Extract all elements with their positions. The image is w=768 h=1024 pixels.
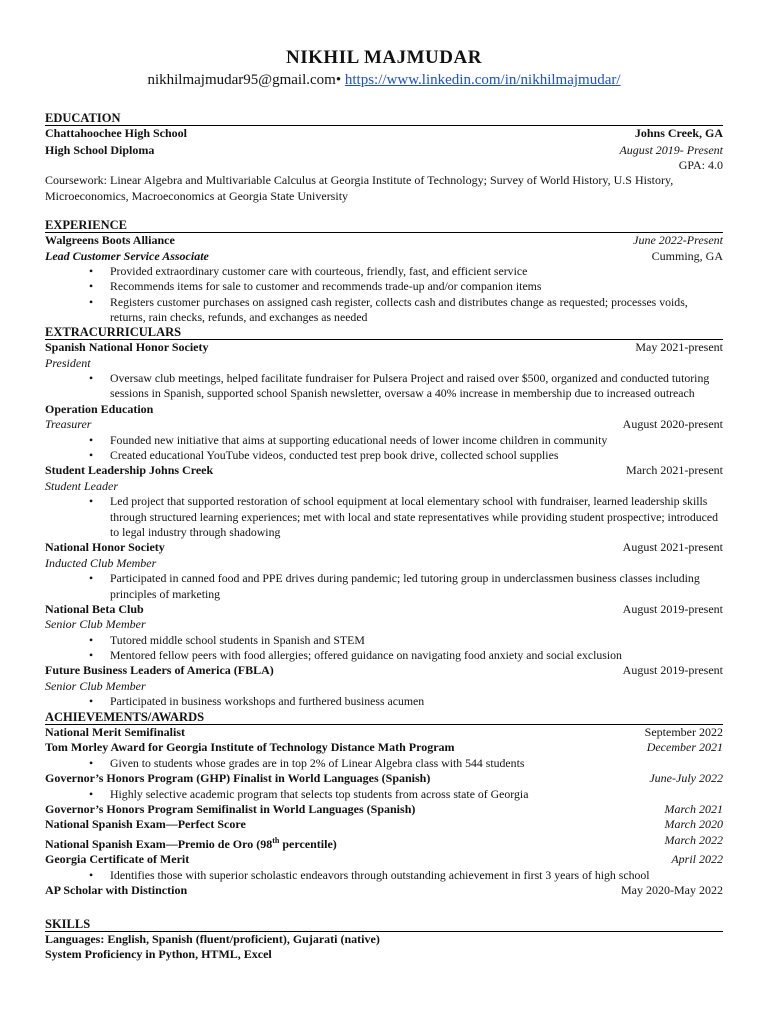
linkedin-link[interactable]: https://www.linkedin.com/in/nikhilmajmudar/ [344,72,621,88]
award-row [45,833,723,853]
award-row [45,725,723,741]
experience-role-row [45,249,723,265]
extra-org: National Honor Society [45,540,165,555]
award-date: March 2021 [664,801,723,816]
extra-bullets [45,433,723,464]
section-heading-skills: SKILLS [45,917,723,932]
gpa-text: GPA: 4.0 [678,158,723,172]
extra-role: Senior Club Member [45,617,146,632]
section-heading-extracurriculars: EXTRACURRICULARS [45,325,723,340]
extra-org-row [45,340,723,356]
extra-dates: May 2021-present [635,340,723,355]
bullet-item: • Highly selective academic program that selects top students from across state of Georgia [89,787,723,802]
award-row [45,852,723,868]
extra-bullets [45,571,723,602]
extra-bullets [45,371,723,402]
extra-dates: August 2020-present [622,417,723,432]
award-date: March 2020 [664,817,723,832]
award-row [45,817,723,833]
experience-org-row [45,233,723,249]
experience-role: Lead Customer Service Associate [45,248,209,263]
award-row [45,802,723,818]
school-location: Johns Creek, GA [634,126,723,140]
contact-separator: • [335,72,342,88]
bullet-item: • Recommends items for sale to customer and recommends trade-up and/or companion items [89,279,723,294]
award-row [45,883,723,899]
experience-bullets [45,264,723,325]
extra-bullets [45,494,723,540]
education-school-row [45,126,723,142]
email-text: nikhilmajmudar95@gmail.com [147,72,336,88]
award-date: September 2022 [644,724,723,739]
extra-role: Inducted Club Member [45,555,157,570]
bullet-item: • Participated in canned food and PPE drives during pandemic; led tutoring group in underclassmen business classes including principles of marketing [89,571,723,602]
award-bullets [45,868,723,883]
experience-dates: June 2022-Present [633,233,723,247]
extra-org-row [45,402,723,418]
extra-role: Senior Club Member [45,678,146,693]
award-title: Georgia Certificate of Merit [45,852,190,867]
bullet-item: • Identifies those with superior scholastic endeavors through outstanding achievement in first 3 years of high school [89,868,723,883]
experience-org: Walgreens Boots Alliance [45,233,175,247]
award-title: Governor’s Honors Program (GHP) Finalist in World Languages (Spanish) [45,771,431,786]
extra-org-row [45,663,723,679]
coursework-text: Coursework: Linear Algebra and Multivariable Calculus at Georgia Institute of Technology; Survey of World History, U.S History, Microeconomics, Macroeconomics at Georgia State University [45,173,674,203]
extra-org: National Beta Club [45,601,144,616]
bullet-item: • Founded new initiative that aims at supporting educational needs of lower income children in community [89,433,723,448]
bullet-item: • Tutored middle school students in Spanish and STEM [89,633,723,648]
bullet-item: • Registers customer purchases on assigned cash register, collects cash and distributes change as requested; processes voids, returns, rain checks, refunds, and exchanges as needed [89,295,723,326]
experience-location: Cumming, GA [651,248,723,263]
award-bullets [45,756,723,771]
extra-role: President [45,355,91,370]
section-heading-experience: EXPERIENCE [45,218,723,233]
extra-org: Future Business Leaders of America (FBLA) [45,663,274,678]
skills-languages: Languages: English, Spanish (fluent/proficient), Gujarati (native) [45,931,380,946]
award-title: Tom Morley Award for Georgia Institute of Technology Distance Math Program [45,740,455,755]
section-heading-education: EDUCATION [45,111,723,126]
extra-org: Student Leadership Johns Creek [45,463,214,478]
extra-bullets [45,633,723,664]
bullet-item: • Given to students whose grades are in top 2% of Linear Algebra class with 544 students [89,756,723,771]
award-title: Governor’s Honors Program Semifinalist in World Languages (Spanish) [45,801,416,816]
extra-org-row [45,602,723,618]
bullet-item: • Participated in business workshops and furthered business acumen [89,694,723,709]
award-title: National Spanish Exam—Premio de Oro (98th percentile) [45,835,337,851]
award-date: March 2022 [664,832,723,847]
school-name: Chattahoochee High School [45,126,188,140]
award-date: May 2020-May 2022 [621,883,723,898]
extra-org-row [45,540,723,556]
award-bullets [45,787,723,802]
award-date: April 2022 [671,852,723,867]
degree-dates: August 2019- Present [619,142,723,157]
award-title: National Spanish Exam—Perfect Score [45,817,246,832]
extra-role-row [45,417,723,433]
extra-org: Operation Education [45,401,154,416]
bullet-item: • Oversaw club meetings, helped facilitate fundraiser for Pulsera Project and raised over $500, organized and conducted tutoring sessions in Spanish, supported school Spanish newsletter, oversaw a 40% increase in membership due to increased outreach [89,371,723,402]
extra-role: Student Leader [45,478,118,493]
extra-dates: March 2021-present [626,463,723,478]
award-title: AP Scholar with Distinction [45,883,188,898]
award-row [45,771,723,787]
bullet-item: • Provided extraordinary customer care with courteous, friendly, fast, and efficient service [89,264,723,279]
extra-bullets [45,694,723,709]
award-title: National Merit Semifinalist [45,724,185,739]
contact-line [45,71,723,89]
award-date: December 2021 [646,740,723,755]
extra-dates: August 2021-present [622,540,723,555]
extra-dates: August 2019-present [622,601,723,616]
extra-dates: August 2019-present [622,663,723,678]
education-degree-row [45,143,723,159]
extra-role: Treasurer [45,417,92,432]
extra-org: Spanish National Honor Society [45,340,209,355]
bullet-item: • Mentored fellow peers with food allergies; offered guidance on navigating food anxiety and social exclusion [89,648,723,663]
section-heading-awards: ACHIEVEMENTS/AWARDS [45,710,723,725]
resume-page [45,46,723,963]
award-date: June-July 2022 [649,771,723,786]
degree-name: High School Diploma [45,142,155,157]
award-row [45,740,723,756]
candidate-name: NIKHIL MAJMUDAR [286,47,482,68]
bullet-item: • Created educational YouTube videos, conducted test prep book drive, collected school supplies [89,448,723,463]
bullet-item: • Led project that supported restoration of school equipment at local elementary school with fundraiser, learned leadership skills through structured learning experiences; met with local and state representatives while providing student prospective; introduced to legal industry through shadowing [89,494,723,540]
skills-systems: System Proficiency in Python, HTML, Excel [45,947,272,962]
extra-org-row [45,463,723,479]
